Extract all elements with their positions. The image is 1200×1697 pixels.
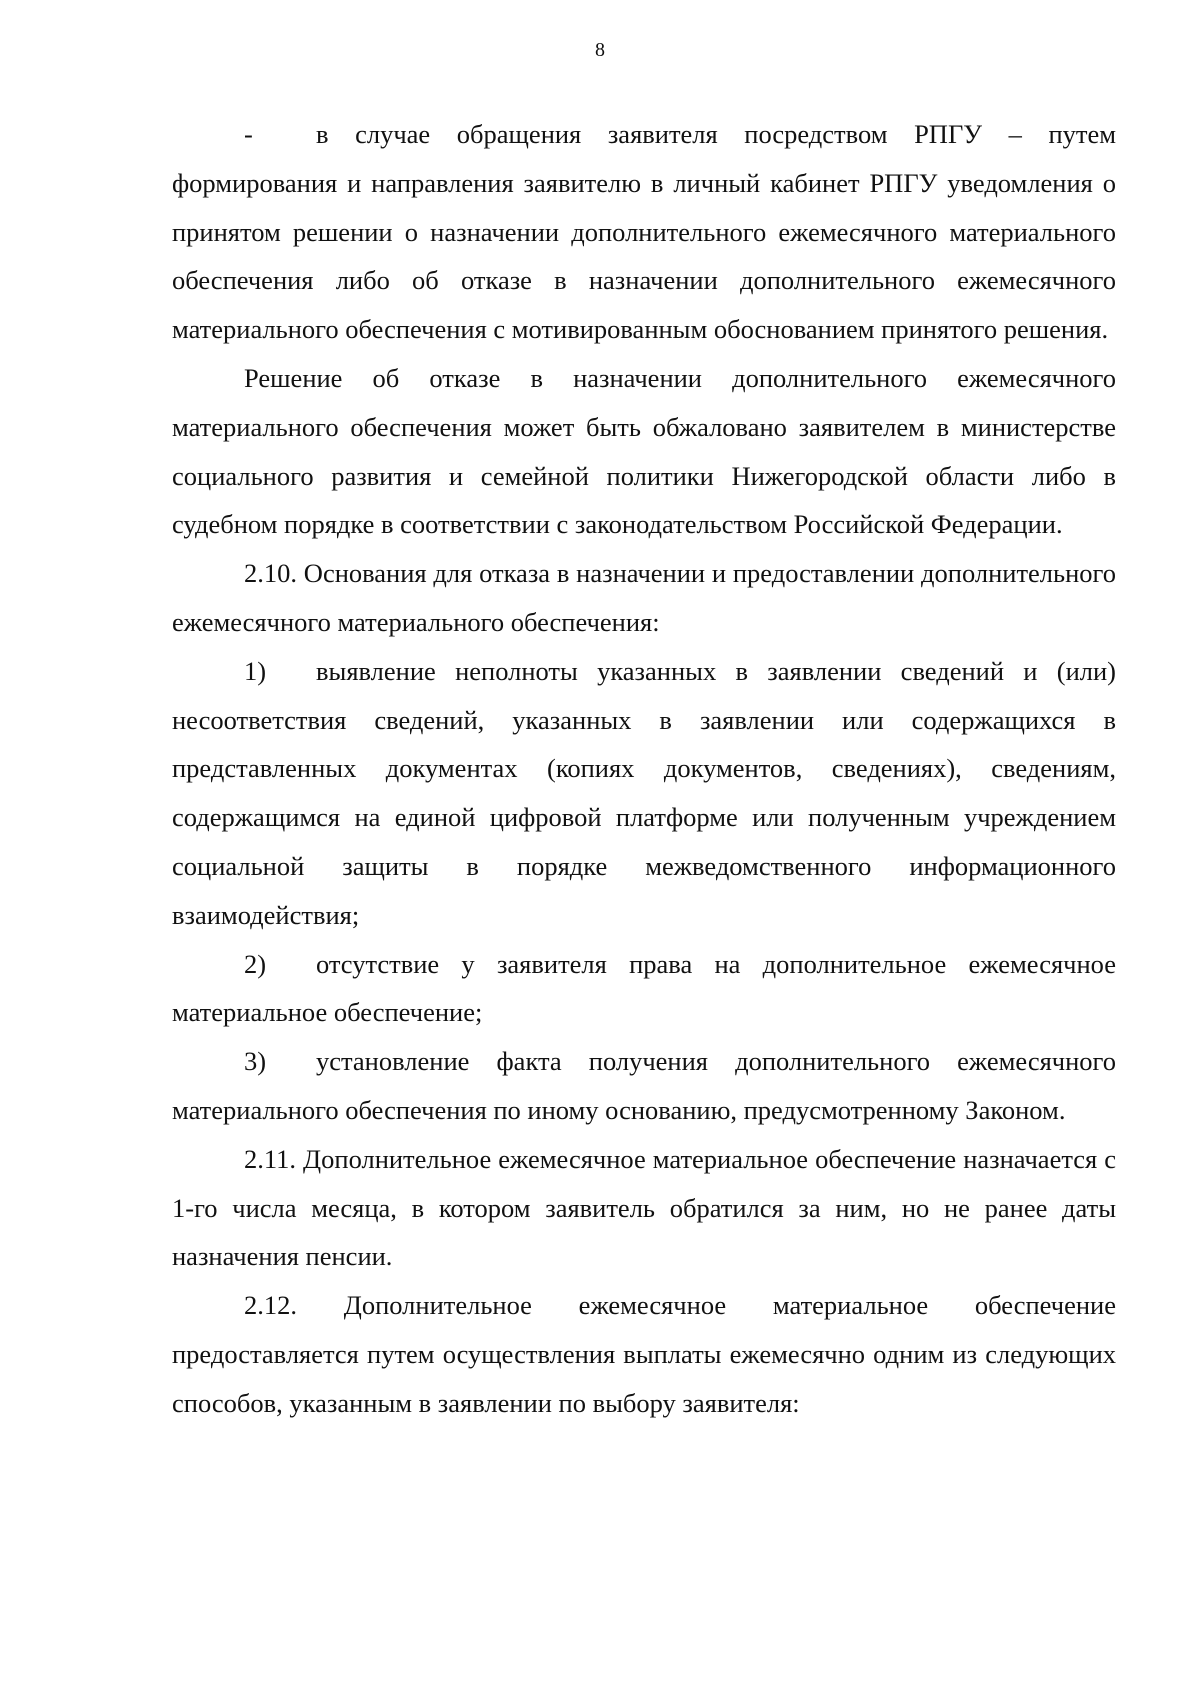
paragraph-text: 2.11. Дополнительное ежемесячное материальное обеспечение назначается с 1-го числа месяца, в котором заявитель обратился за ним, но не ранее даты назначения пенсии. (172, 1143, 1116, 1272)
paragraph-text: Решение об отказе в назначении дополнительного ежемесячного материального обеспечения может быть обжаловано заявителем в министерстве социального развития и семейной политики Нижегородской области либо в судебном порядке в соответствии с законодательством Российской Федерации. (172, 362, 1116, 540)
paragraph-rpgu-notification (172, 110, 1116, 354)
paragraph-appeal (172, 354, 1116, 549)
list-marker: 3) (244, 1046, 267, 1077)
list-item-1 (172, 647, 1116, 940)
page-number: 8 (595, 39, 605, 61)
list-marker-dash: - (244, 119, 253, 149)
paragraph-2-11 (172, 1135, 1116, 1281)
paragraph-text: 2.10. Основания для отказа в назначении и предоставлении дополнительного ежемесячного материального обеспечения: (172, 558, 1116, 637)
document-body (172, 110, 1116, 1428)
list-item-3 (172, 1037, 1116, 1135)
paragraph-2-10 (172, 549, 1116, 647)
paragraph-text: 2.12. Дополнительное ежемесячное материальное обеспечение предоставляется путем осуществления выплаты ежемесячно одним из следующих способов, указанным в заявлении по выбору заявителя: (172, 1290, 1116, 1418)
paragraph-2-12 (172, 1281, 1116, 1427)
paragraph-text: отсутствие у заявителя права на дополнительное ежемесячное материальное обеспечение; (172, 948, 1116, 1028)
paragraph-text: в случае обращения заявителя посредством РПГУ – путем формирования и направления заявителю в личный кабинет РПГУ уведомления о принятом решении о назначении дополнительного ежемесячного материального обеспечения либо об отказе в назначении дополнительного ежемесячного материального обеспечения с мотивированным обоснованием принятого решения. (172, 119, 1116, 345)
paragraph-text: установление факта получения дополнительного ежемесячного материального обеспечения по иному основанию, предусмотренному Законом. (172, 1046, 1116, 1125)
list-marker: 2) (244, 948, 267, 979)
list-marker: 1) (244, 655, 267, 686)
list-item-2 (172, 940, 1116, 1038)
paragraph-text: выявление неполноты указанных в заявлении сведений и (или) несоответствия сведений, указанных в заявлении или содержащихся в представленных документах (копиях документов, сведениях), сведениям, содержащимся на единой цифровой платформе или полученным учреждением социальной защиты в порядке межведомственного информационного взаимодействия; (172, 655, 1116, 930)
